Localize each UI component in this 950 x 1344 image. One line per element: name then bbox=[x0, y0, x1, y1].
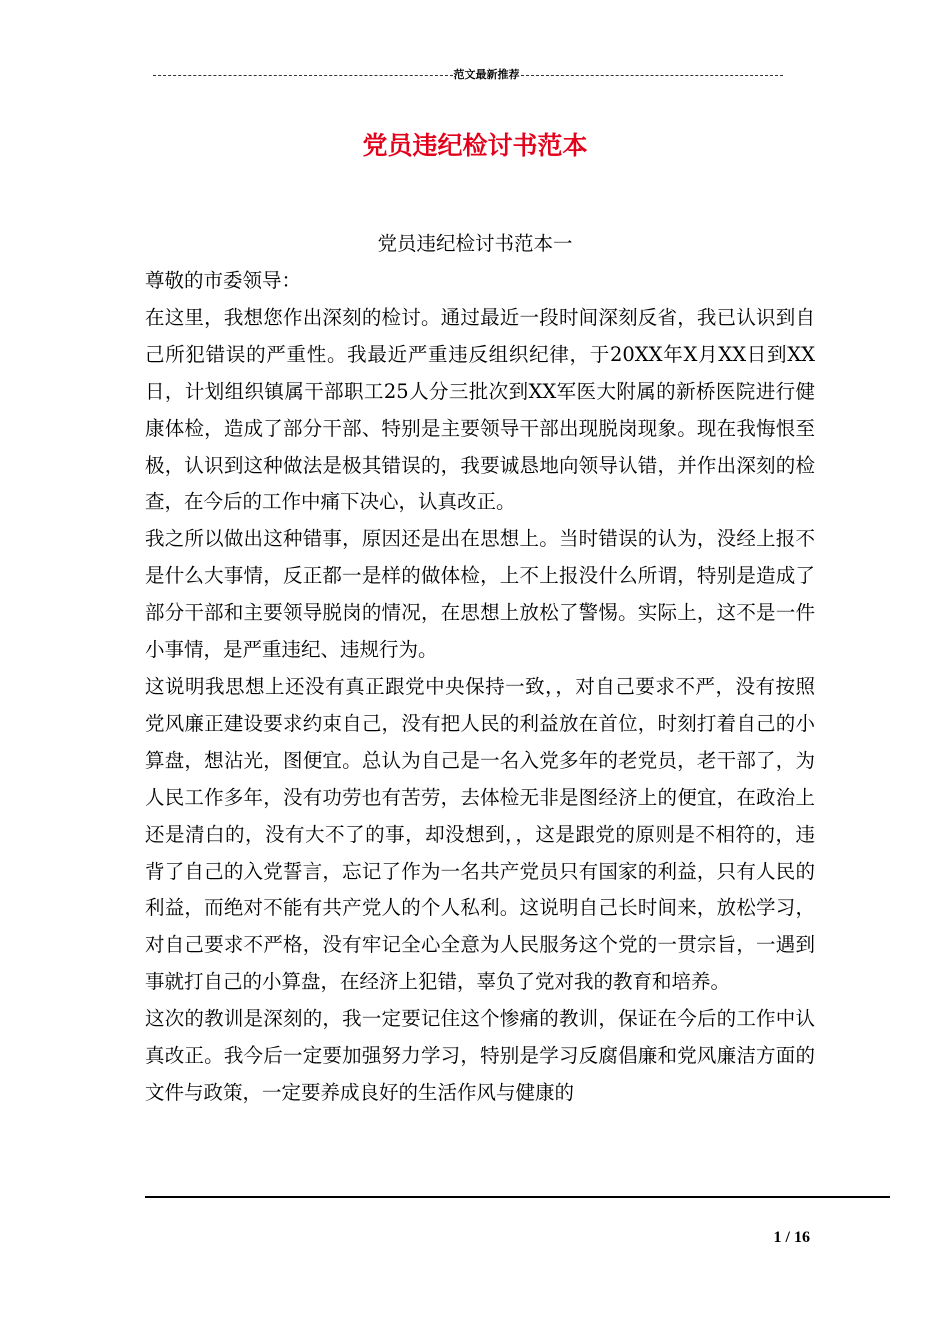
document-title: 党员违纪检讨书范本 bbox=[362, 131, 588, 160]
footer-divider bbox=[145, 1196, 890, 1198]
paragraph-4: 这次的教训是深刻的，我一定要记住这个惨痛的教训，保证在今后的工作中认真改正。我今后一定要加强努力学习，特别是学习反腐倡廉和党风廉洁方面的文件与政策，一定要养成良好的生活作风与健康的 bbox=[145, 1007, 815, 1104]
document-body bbox=[145, 263, 815, 1112]
paragraph-1: 在这里，我想您作出深刻的检讨。通过最近一段时间深刻反省，我已认识到自己所犯错误的严重性。我最近严重违反组织纪律，于20XX年X月XX日到XX日，计划组织镇属干部职工25人分三批次到XX军医大附属的新桥医院进行健康体检，造成了部分干部、特别是主要领导干部出现脱岗现象。现在我悔恨至极，认识到这种做法是极其错误的，我要诚恳地向领导认错，并作出深刻的检查，在今后的工作中痛下决心，认真改正。 bbox=[145, 305, 815, 514]
header-divider-left bbox=[153, 75, 453, 76]
salutation: 尊敬的市委领导： bbox=[145, 269, 302, 292]
header-divider-right bbox=[521, 75, 783, 76]
paragraph-3: 这说明我思想上还没有真正跟党中央保持一致，，对自己要求不严，没有按照党风廉正建设要求约束自己，没有把人民的利益放在首位，时刻打着自己的小算盘，想沾光，图便宜。总认为自己是一名入党多年的老党员，老干部了，为人民工作多年，没有功劳也有苦劳，去体检无非是图经济上的便宜，在政治上还是清白的，没有大不了的事，却没想到，，这是跟党的原则是不相符的，违背了自己的入党誓言，忘记了作为一名共产党员只有国家的利益，只有人民的利益，而绝对不能有共产党人的个人私利。这说明自己长时间来，放松学习，对自己要求不严格，没有牢记全心全意为人民服务这个党的一贯宗旨，一遇到事就打自己的小算盘，在经济上犯错，辜负了党对我的教育和培养。 bbox=[145, 674, 815, 994]
page-number: 1 / 16 bbox=[773, 1229, 810, 1246]
paragraph-2: 我之所以做出这种错事，原因还是出在思想上。当时错误的认为，没经上报不是什么大事情，反正都一是样的做体检，上不上报没什么所谓，特别是造成了部分干部和主要领导脱岗的情况，在思想上放松了警惕。实际上，这不是一件小事情，是严重违纪、违规行为。 bbox=[145, 527, 815, 662]
page-header bbox=[145, 68, 790, 83]
section-title: 党员违纪检讨书范本一 bbox=[377, 232, 573, 255]
header-label: 范文最新推荐 bbox=[453, 68, 520, 81]
